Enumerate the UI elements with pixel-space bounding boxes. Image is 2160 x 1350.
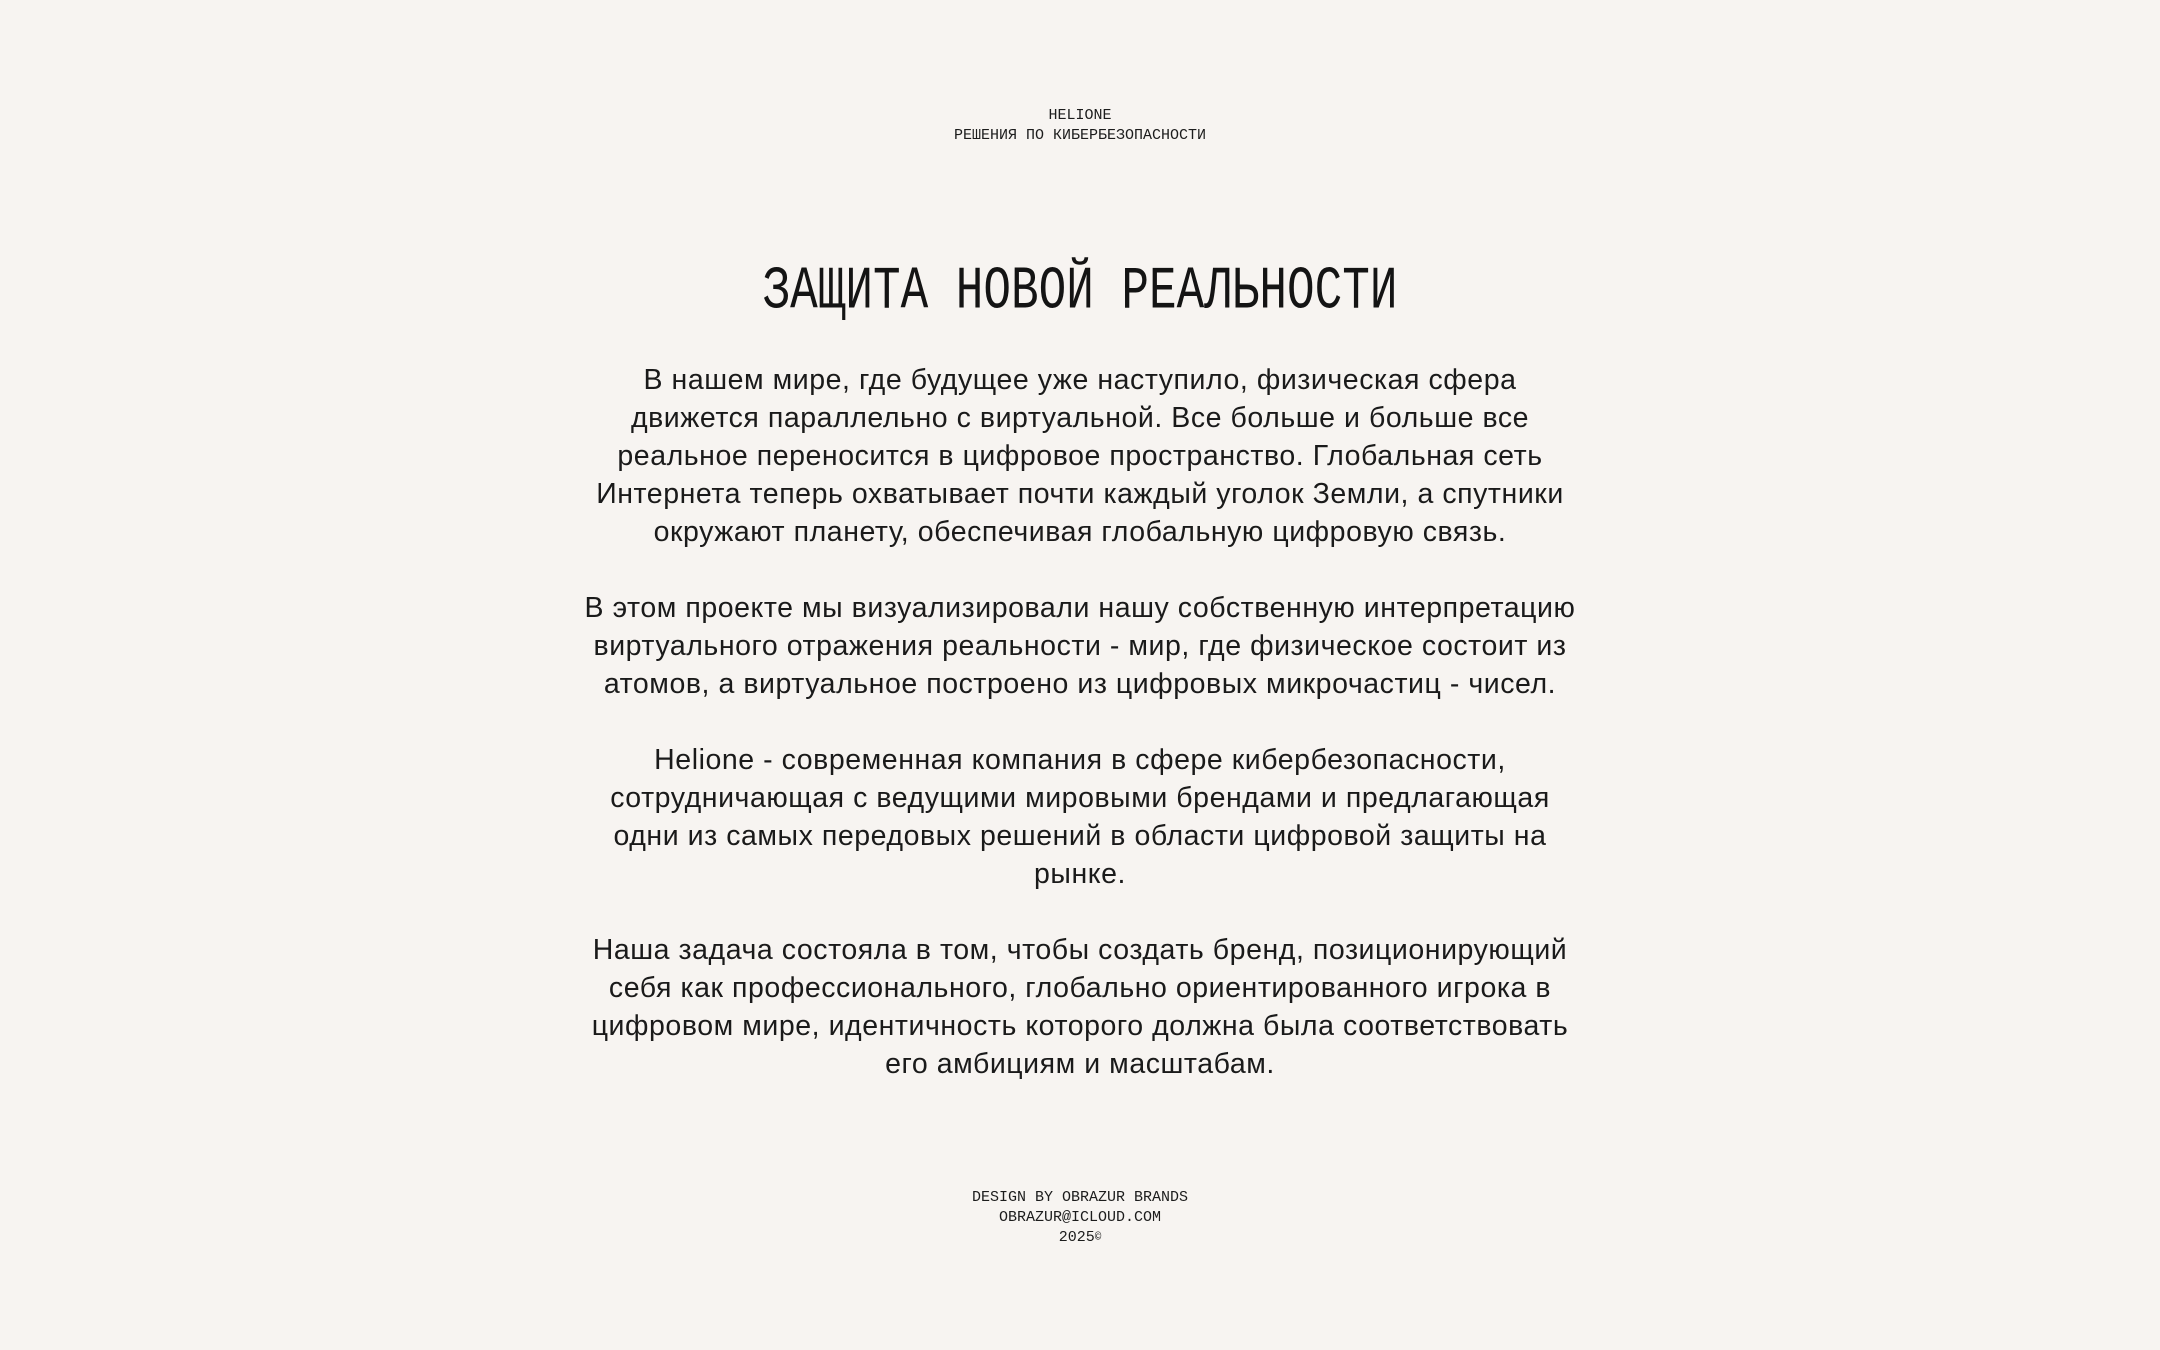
paragraph-task [480, 931, 1680, 1083]
contact-email: OBRAZUR@ICLOUD.COM [998, 1209, 1162, 1226]
text-line: виртуального отражения реальности - мир, где физическое состоит из [593, 630, 1567, 662]
paragraph-intro [480, 361, 1680, 551]
text-line: реальное переносится в цифровое пространство. Глобальная сеть [617, 440, 1543, 472]
text-line: одни из самых передовых решений в области цифровой защиты на [613, 820, 1547, 852]
copyright [0, 1228, 2160, 1248]
page-title: ЗАЩИТА НОВОЙ РЕАЛЬНОСТИ [762, 257, 1398, 326]
text-line: рынке. [1034, 858, 1126, 890]
text-line: В нашем мире, где будущее уже наступило, физическая сфера [643, 364, 1517, 396]
paragraph-project [480, 589, 1680, 703]
page-header [0, 106, 2160, 146]
copyright-icon: © [1094, 1232, 1102, 1244]
brand-tagline: РЕШЕНИЯ ПО КИБЕРБЕЗОПАСНОСТИ [953, 127, 1207, 144]
text-line: В этом проекте мы визуализировали нашу собственную интерпретацию [584, 592, 1576, 624]
text-line: атомов, а виртуальное построено из цифровых микрочастиц - чисел. [603, 668, 1557, 700]
text-line: цифровом мире, идентичность которого должна была соответствовать [591, 1010, 1569, 1042]
body-text [480, 361, 1680, 1121]
text-line: сотрудничающая с ведущими мировыми брендами и предлагающая [610, 782, 1550, 814]
text-line: окружают планету, обеспечивая глобальную цифровую связь. [653, 516, 1507, 548]
text-line: его амбициям и масштабам. [885, 1048, 1275, 1080]
text-line: себя как профессионального, глобально ориентированного игрока в [608, 972, 1552, 1004]
text-line: Интернета теперь охватывает почти каждый уголок Земли, а спутники [596, 478, 1564, 510]
brand-name: HELIONE [1048, 107, 1112, 124]
paragraph-company [480, 741, 1680, 893]
text-line: Helione - современная компания в сфере кибербезопасности, [654, 744, 1506, 776]
text-line: Наша задача состояла в том, чтобы создать бренд, позиционирующий [592, 934, 1568, 966]
text-line: движется параллельно с виртуальной. Все больше и больше все [630, 402, 1530, 434]
page-footer [0, 1188, 2160, 1248]
copyright-year: 2025 [1058, 1229, 1095, 1246]
design-credit: DESIGN BY OBRAZUR BRANDS [971, 1189, 1189, 1206]
